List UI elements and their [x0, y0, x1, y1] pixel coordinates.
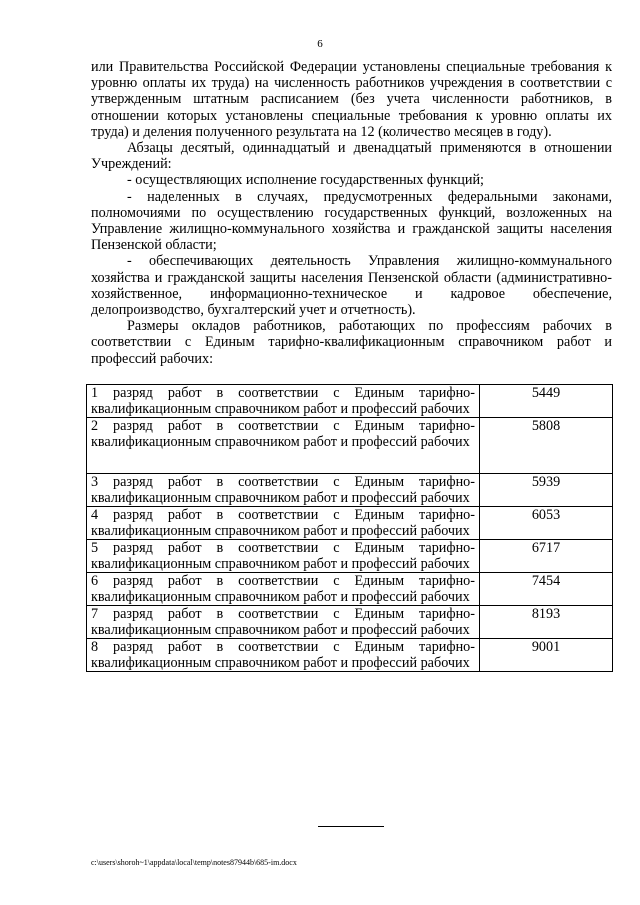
- table-row: [87, 540, 613, 573]
- row-description: 4 разряд работ в соответствии с Единым тарифно-квалификационным справочником работ и профессий рабочих: [87, 507, 480, 540]
- row-description: 3 разряд работ в соответствии с Единым тарифно-квалификационным справочником работ и профессий рабочих: [87, 474, 480, 507]
- table-row: [87, 418, 613, 474]
- row-description: 7 разряд работ в соответствии с Единым тарифно-квалификационным справочником работ и профессий рабочих: [87, 606, 480, 639]
- salary-table: [86, 384, 613, 672]
- row-value: 6053: [480, 507, 613, 540]
- row-value: 5808: [480, 418, 613, 474]
- paragraph-applicability: Абзацы десятый, одиннадцатый и двенадцатый применяются в отношении Учреждений:: [91, 140, 612, 173]
- list-item-functions: - осуществляющих исполнение государственных функций;: [127, 172, 484, 189]
- table-row: [87, 507, 613, 540]
- row-value: 5449: [480, 385, 613, 418]
- row-value: 7454: [480, 573, 613, 606]
- page-number: 6: [317, 38, 323, 50]
- paragraph-salary-intro: Размеры окладов работников, работающих по профессиям рабочих в соответствии с Единым тарифно-квалификационным справочником работ и профессий рабочих:: [91, 318, 612, 367]
- row-description: 1 разряд работ в соответствии с Единым тарифно-квалификационным справочником работ и профессий рабочих: [87, 385, 480, 418]
- table-row: [87, 639, 613, 672]
- row-description: 6 разряд работ в соответствии с Единым тарифно-квалификационным справочником работ и профессий рабочих: [87, 573, 480, 606]
- list-item-supporting: - обеспечивающих деятельность Управления жилищно-коммунального хозяйства и гражданской защиты населения Пензенской области (административно-хозяйственное, информационно-техническое и кадровое обеспечение, делопроизводство, бухгалтерский учет и отчетность).: [91, 253, 612, 319]
- row-description: 8 разряд работ в соответствии с Единым тарифно-квалификационным справочником работ и профессий рабочих: [87, 639, 480, 672]
- table-row: [87, 606, 613, 639]
- row-value: 9001: [480, 639, 613, 672]
- row-description: 5 разряд работ в соответствии с Единым тарифно-квалификационным справочником работ и профессий рабочих: [87, 540, 480, 573]
- row-value: 8193: [480, 606, 613, 639]
- table-row: [87, 474, 613, 507]
- table-row: [87, 573, 613, 606]
- file-path-footer: c:\users\shoroh~1\appdata\local\temp\notes87944b\685-im.docx: [91, 858, 297, 867]
- row-value: 5939: [480, 474, 613, 507]
- paragraph-continuation: или Правительства Российской Федерации установлены специальные требования к уровню оплаты их труда) на численность работников учреждения в соответствии с утвержденным штатным расписанием (без учета численности работников, в отношении которых установлены специальные требования к уровню оплаты их труда) и деления полученного результата на 12 (количество месяцев в году).: [91, 59, 612, 140]
- row-description: 2 разряд работ в соответствии с Единым тарифно-квалификационным справочником работ и профессий рабочих: [87, 418, 480, 474]
- row-value: 6717: [480, 540, 613, 573]
- document-body: [91, 59, 612, 367]
- table-row: [87, 385, 613, 418]
- list-item-authorized: - наделенных в случаях, предусмотренных федеральными законами, полномочиями по осуществлению государственных функций, возложенных на Управление жилищно-коммунального хозяйства и гражданской защиты населения Пензенской области;: [91, 188, 612, 254]
- footnote-separator: [318, 826, 384, 827]
